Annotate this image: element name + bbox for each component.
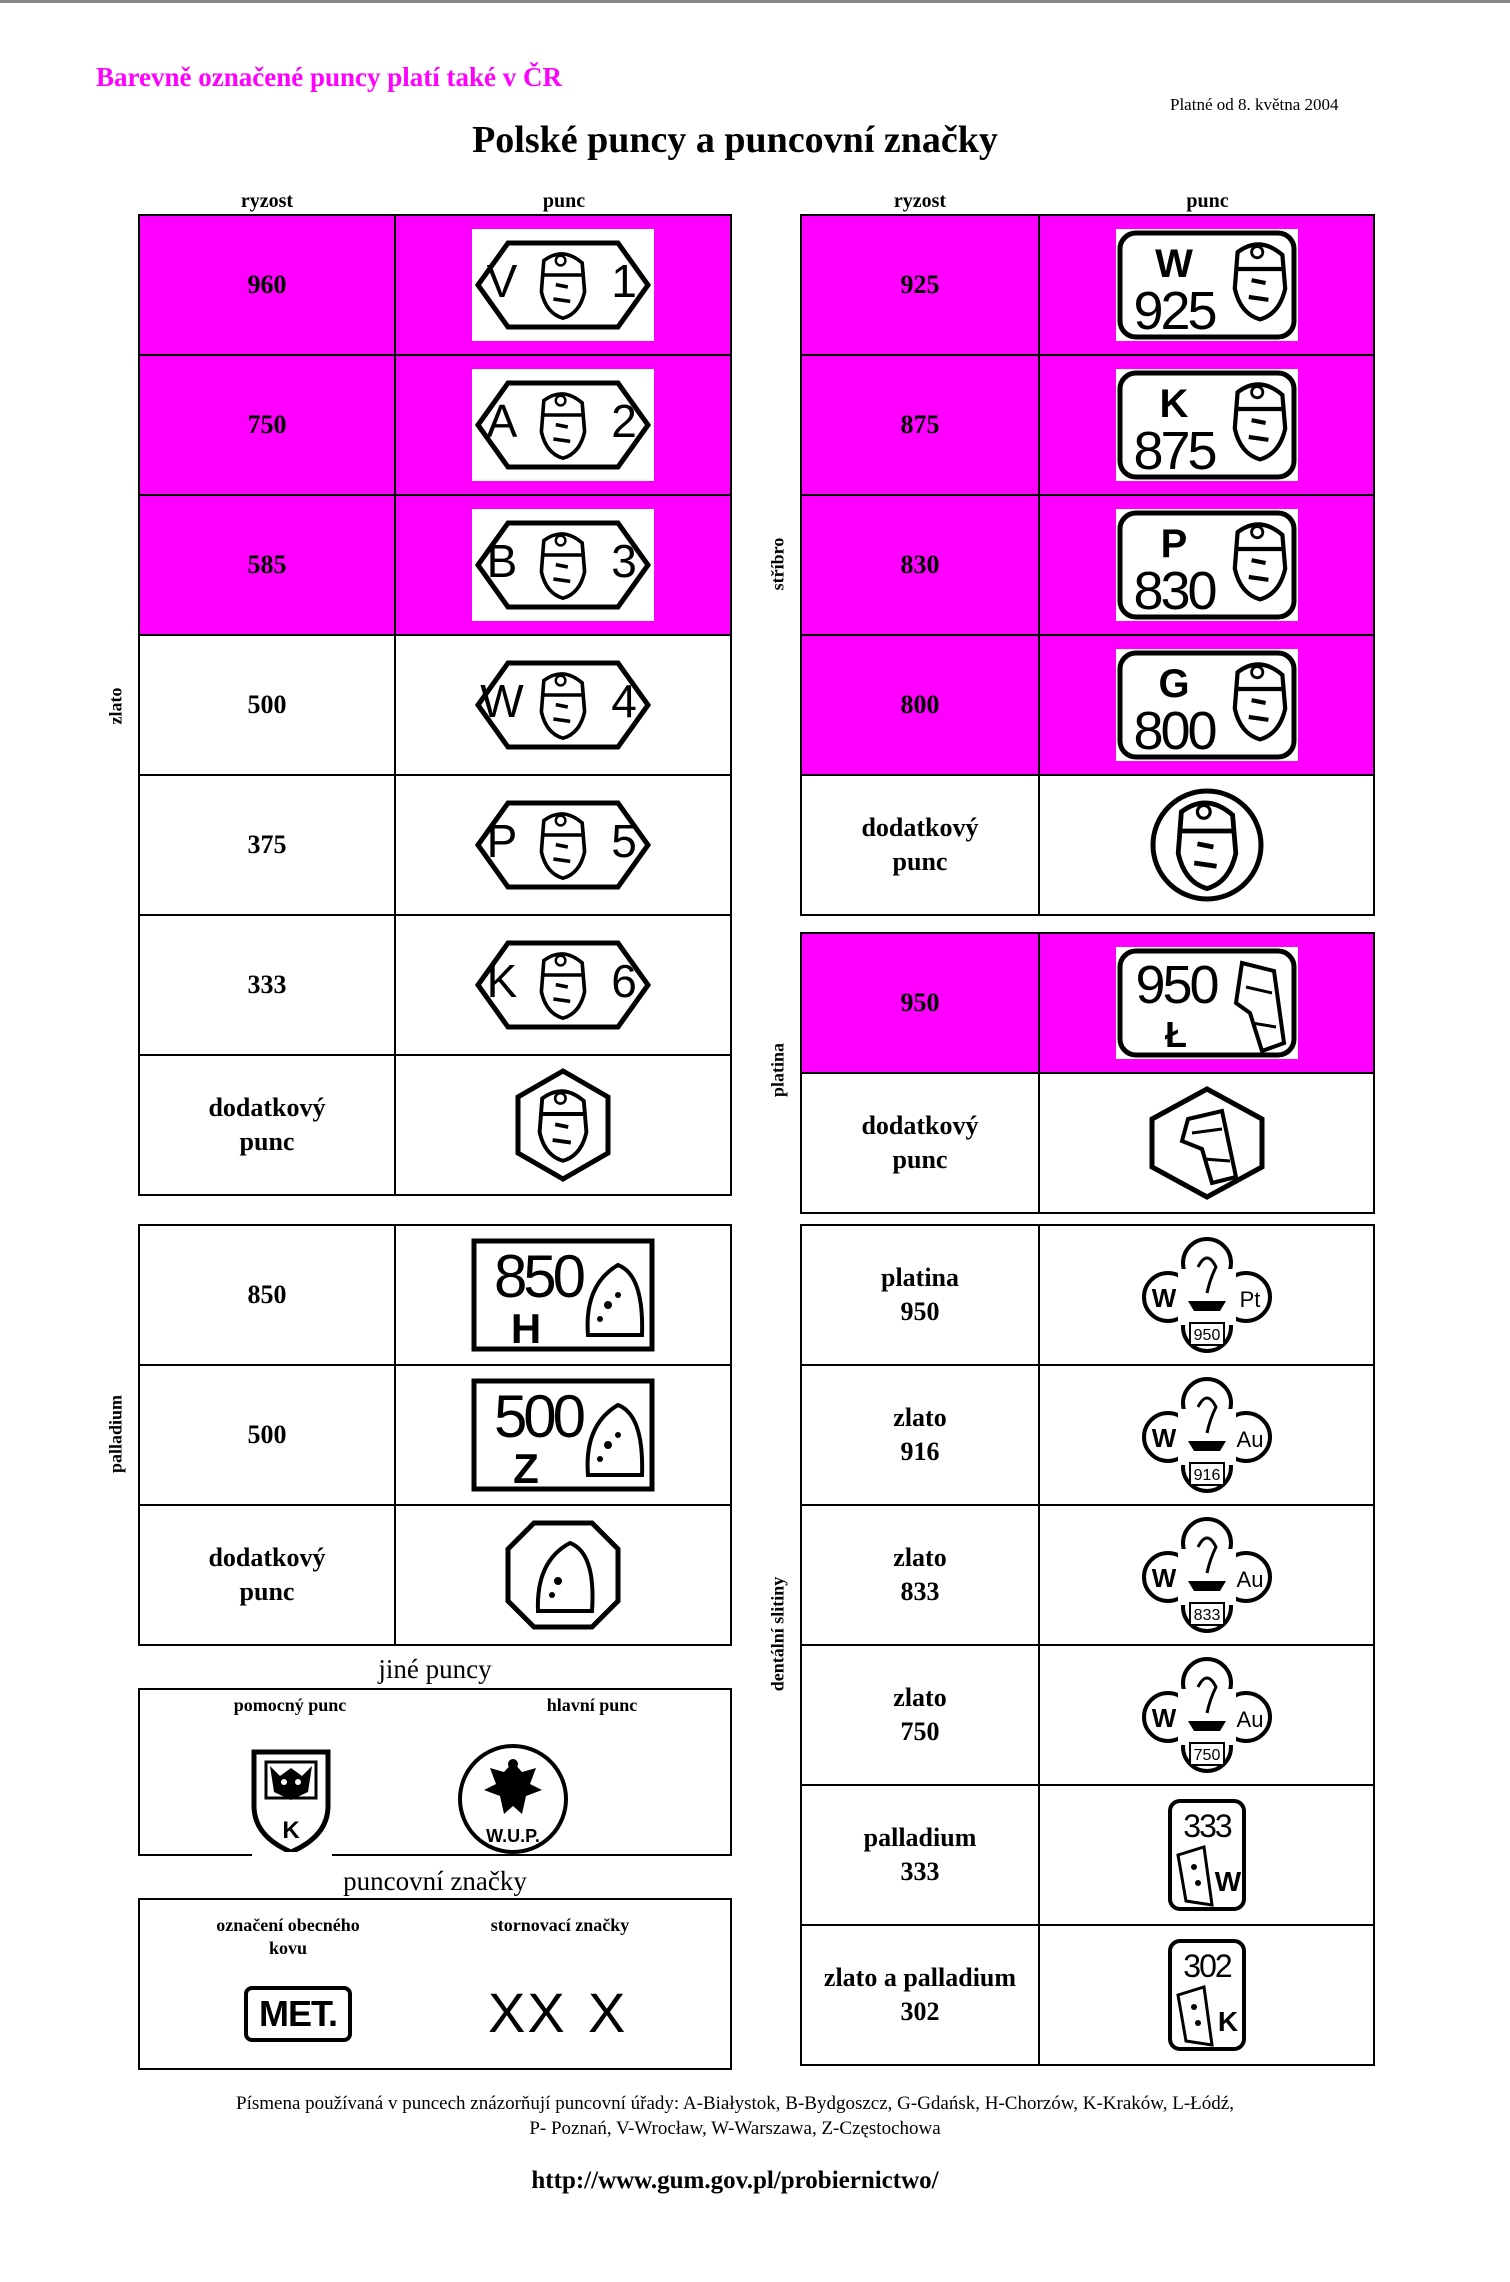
palladium-hallmark-cell (394, 1364, 732, 1506)
svg-text:W: W (1214, 1866, 1241, 1897)
silver-fineness-cell (800, 494, 1040, 636)
dental-fineness-cell (800, 1784, 1040, 1926)
silver-hallmark-icon (1112, 645, 1302, 765)
svg-text:2: 2 (611, 395, 637, 447)
gold-fineness-value: 375 (247, 830, 287, 860)
svg-text:5: 5 (611, 815, 637, 867)
svg-text:500: 500 (493, 1383, 583, 1450)
svg-text:Z: Z (513, 1445, 539, 1492)
gold-hallmark-cell (394, 354, 732, 496)
svg-text:W: W (1154, 242, 1193, 286)
platinum-hallmark-icon (1112, 943, 1302, 1063)
dental-fineness-value: platina 950 (880, 1263, 960, 1326)
silver-fineness-cell (800, 214, 1040, 356)
silver-fineness-value: dodatkový punc (861, 813, 979, 876)
svg-text:950: 950 (1134, 955, 1217, 1015)
palladium-fineness-value: dodatkový punc (208, 1543, 326, 1606)
silver-fineness-value: 830 (900, 550, 940, 580)
gold-hallmark-icon (468, 785, 658, 905)
dental-hallmark-icon (1112, 1655, 1302, 1775)
svg-text:Au: Au (1236, 1707, 1263, 1732)
svg-text:950: 950 (1193, 1327, 1220, 1344)
gold-fineness-value: 500 (247, 690, 287, 720)
dental-hallmark-cell (1038, 1784, 1375, 1926)
gold-fineness-cell (138, 354, 396, 496)
silver-hallmark-icon (1112, 365, 1302, 485)
czech-validity-note: Barevně označené puncy platí také v ČR (96, 62, 562, 92)
platinum-hallmark-icon (1112, 1083, 1302, 1203)
platinum-group-label: platina (767, 1042, 788, 1098)
palladium-hallmark-icon (468, 1235, 658, 1355)
main-mark-text: W.U.P. (486, 1826, 540, 1846)
svg-text:1: 1 (611, 255, 637, 307)
gold-fineness-value: 333 (247, 970, 287, 1000)
silver-hallmark-cell (1038, 214, 1375, 356)
palladium-fineness-cell (138, 1224, 396, 1366)
dental-hallmark-icon (1112, 1375, 1302, 1495)
palladium-hallmark-icon (468, 1515, 658, 1635)
dental-hallmark-cell (1038, 1924, 1375, 2066)
dental-fineness-cell (800, 1504, 1040, 1646)
svg-text:833: 833 (1193, 1607, 1220, 1624)
palladium-fineness-value: 850 (247, 1280, 287, 1310)
svg-text:333: 333 (1182, 1808, 1231, 1844)
platinum-fineness-value: dodatkový punc (861, 1111, 979, 1174)
gold-hallmark-icon (468, 225, 658, 345)
gold-fineness-cell (138, 774, 396, 916)
dental-fineness-value: zlato 916 (893, 1403, 947, 1466)
silver-hallmark-cell (1038, 354, 1375, 496)
svg-text:A: A (486, 395, 518, 447)
gold-hallmark-icon (468, 1065, 658, 1185)
punch-marks-box (138, 1898, 732, 2070)
gold-fineness-value: 750 (247, 410, 287, 440)
svg-text:W: W (1151, 1423, 1176, 1453)
svg-text:Au: Au (1236, 1427, 1263, 1452)
silver-fineness-cell (800, 634, 1040, 776)
gold-hallmark-icon (468, 645, 658, 765)
palladium-hallmark-cell (394, 1504, 732, 1646)
svg-text:4: 4 (611, 675, 637, 727)
source-url: http://www.gum.gov.pl/probiernictwo/ (531, 2167, 939, 2194)
silver-hallmark-icon (1112, 785, 1302, 905)
auxiliary-mark-letter: K (282, 1817, 300, 1844)
platinum-hallmark-cell (1038, 932, 1375, 1074)
dental-fineness-value: zlato 750 (893, 1683, 947, 1746)
gold-hallmark-cell (394, 214, 732, 356)
dental-hallmark-cell (1038, 1644, 1375, 1786)
palladium-hallmark-icon (468, 1375, 658, 1495)
svg-text:916: 916 (1193, 1467, 1220, 1484)
palladium-fineness-cell (138, 1364, 396, 1506)
gold-fineness-cell (138, 214, 396, 356)
cancel-mark-double: XX (488, 1981, 567, 2044)
platinum-fineness-cell (800, 1072, 1040, 1214)
platinum-fineness-cell (800, 932, 1040, 1074)
svg-text:Ł: Ł (1164, 1014, 1187, 1055)
dental-fineness-cell (800, 1644, 1040, 1786)
gold-hallmark-cell (394, 914, 732, 1056)
cancel-mark-single: X (588, 1981, 626, 2044)
svg-text:302: 302 (1182, 1948, 1231, 1984)
auxiliary-hallmark-icon (248, 1746, 334, 1856)
svg-text:750: 750 (1193, 1747, 1220, 1764)
gold-fineness-value: 585 (247, 550, 287, 580)
gold-fineness-cell (138, 1054, 396, 1196)
dental-fineness-cell (800, 1224, 1040, 1366)
svg-text:W: W (1151, 1703, 1176, 1733)
cancel-marks-label: stornovací značky (490, 1915, 630, 1935)
svg-text:6: 6 (611, 955, 637, 1007)
met-mark: MET. (244, 1986, 352, 2042)
silver-group-label: stříbro (767, 537, 788, 591)
svg-text:Au: Au (1236, 1567, 1263, 1592)
dental-hallmark-icon (1112, 1235, 1302, 1355)
dental-hallmark-cell (1038, 1224, 1375, 1366)
gold-group-label: zlato (105, 687, 126, 725)
page-title: Polské puncy a puncovní značky (472, 119, 998, 161)
silver-hallmark-cell (1038, 774, 1375, 916)
gold-hallmark-cell (394, 634, 732, 776)
gold-hallmark-icon (468, 505, 658, 625)
other-marks-box (138, 1688, 732, 1856)
gold-hallmark-icon (468, 925, 658, 1045)
svg-text:K: K (1217, 2006, 1238, 2037)
platinum-fineness-value: 950 (900, 988, 940, 1018)
gold-fineness-cell (138, 914, 396, 1056)
gold-fineness-cell (138, 494, 396, 636)
left-fineness-header: ryzost (240, 190, 294, 212)
left-hallmark-header: punc (542, 190, 586, 212)
top-rule (0, 0, 1510, 3)
dental-fineness-value: zlato a palladium 302 (823, 1963, 1017, 2026)
dental-hallmark-cell (1038, 1504, 1375, 1646)
silver-fineness-value: 800 (900, 690, 940, 720)
gold-hallmark-cell (394, 774, 732, 916)
right-fineness-header: ryzost (893, 190, 947, 212)
palladium-fineness-cell (138, 1504, 396, 1646)
svg-text:925: 925 (1132, 281, 1215, 341)
silver-fineness-cell (800, 354, 1040, 496)
dental-group-label: dentální slitiny (767, 1576, 788, 1692)
silver-hallmark-icon (1112, 225, 1302, 345)
dental-fineness-value: zlato 833 (893, 1543, 947, 1606)
dental-hallmark-cell (1038, 1364, 1375, 1506)
svg-text:B: B (486, 535, 518, 587)
svg-text:800: 800 (1132, 701, 1215, 761)
svg-text:H: H (510, 1305, 542, 1352)
svg-text:W: W (1151, 1283, 1176, 1313)
palladium-hallmark-cell (394, 1224, 732, 1366)
svg-text:G: G (1157, 662, 1190, 706)
svg-text:W: W (1151, 1563, 1176, 1593)
footer-offices-line-1: Písmena používaná v puncech znázorňují puncovní úřady: A-Białystok, B-Bydgoszcz, G-Gdańsk, H-Chorzów, K-Kraków, L-Łódź, (236, 2093, 1234, 2114)
gold-hallmark-icon (468, 365, 658, 485)
dental-fineness-cell (800, 1924, 1040, 2066)
main-hallmark-icon (456, 1742, 570, 1856)
base-metal-label: označení obecného kovu (216, 1915, 360, 1958)
palladium-group-label: palladium (105, 1394, 126, 1474)
other-marks-title: jiné puncy (378, 1654, 492, 1684)
svg-text:P: P (1160, 522, 1187, 566)
svg-text:3: 3 (611, 535, 637, 587)
svg-text:K: K (1159, 382, 1188, 426)
svg-text:Pt: Pt (1239, 1287, 1260, 1312)
silver-hallmark-cell (1038, 494, 1375, 636)
dental-fineness-value: palladium 333 (863, 1823, 977, 1886)
valid-from-date: Platné od 8. května 2004 (1170, 95, 1339, 114)
auxiliary-mark-label: pomocný punc (233, 1695, 347, 1715)
svg-text:K: K (486, 955, 518, 1007)
gold-hallmark-cell (394, 494, 732, 636)
gold-fineness-value: dodatkový punc (208, 1093, 326, 1156)
svg-text:V: V (486, 255, 518, 307)
silver-hallmark-cell (1038, 634, 1375, 776)
silver-fineness-cell (800, 774, 1040, 916)
dental-hallmark-icon (1112, 1935, 1302, 2055)
silver-fineness-value: 875 (900, 410, 940, 440)
palladium-fineness-value: 500 (247, 1420, 287, 1450)
platinum-hallmark-cell (1038, 1072, 1375, 1214)
silver-fineness-value: 925 (900, 270, 940, 300)
punch-marks-title: puncovní značky (343, 1866, 527, 1896)
svg-text:875: 875 (1132, 421, 1215, 481)
main-mark-label: hlavní punc (546, 1695, 638, 1715)
other-marks-border-gap (252, 1852, 332, 1860)
svg-text:850: 850 (493, 1243, 583, 1310)
gold-fineness-cell (138, 634, 396, 776)
svg-text:830: 830 (1132, 561, 1215, 621)
gold-hallmark-cell (394, 1054, 732, 1196)
right-hallmark-header: punc (1186, 190, 1229, 212)
gold-fineness-value: 960 (247, 270, 287, 300)
footer-offices-line-2: P- Poznań, V-Wrocław, W-Warszawa, Z-Częstochowa (529, 2117, 941, 2139)
dental-hallmark-icon (1112, 1795, 1302, 1915)
footer-offices (60, 2092, 1410, 2141)
dental-hallmark-icon (1112, 1515, 1302, 1635)
dental-fineness-cell (800, 1364, 1040, 1506)
svg-text:W: W (480, 675, 524, 727)
svg-text:P: P (486, 815, 518, 867)
silver-hallmark-icon (1112, 505, 1302, 625)
